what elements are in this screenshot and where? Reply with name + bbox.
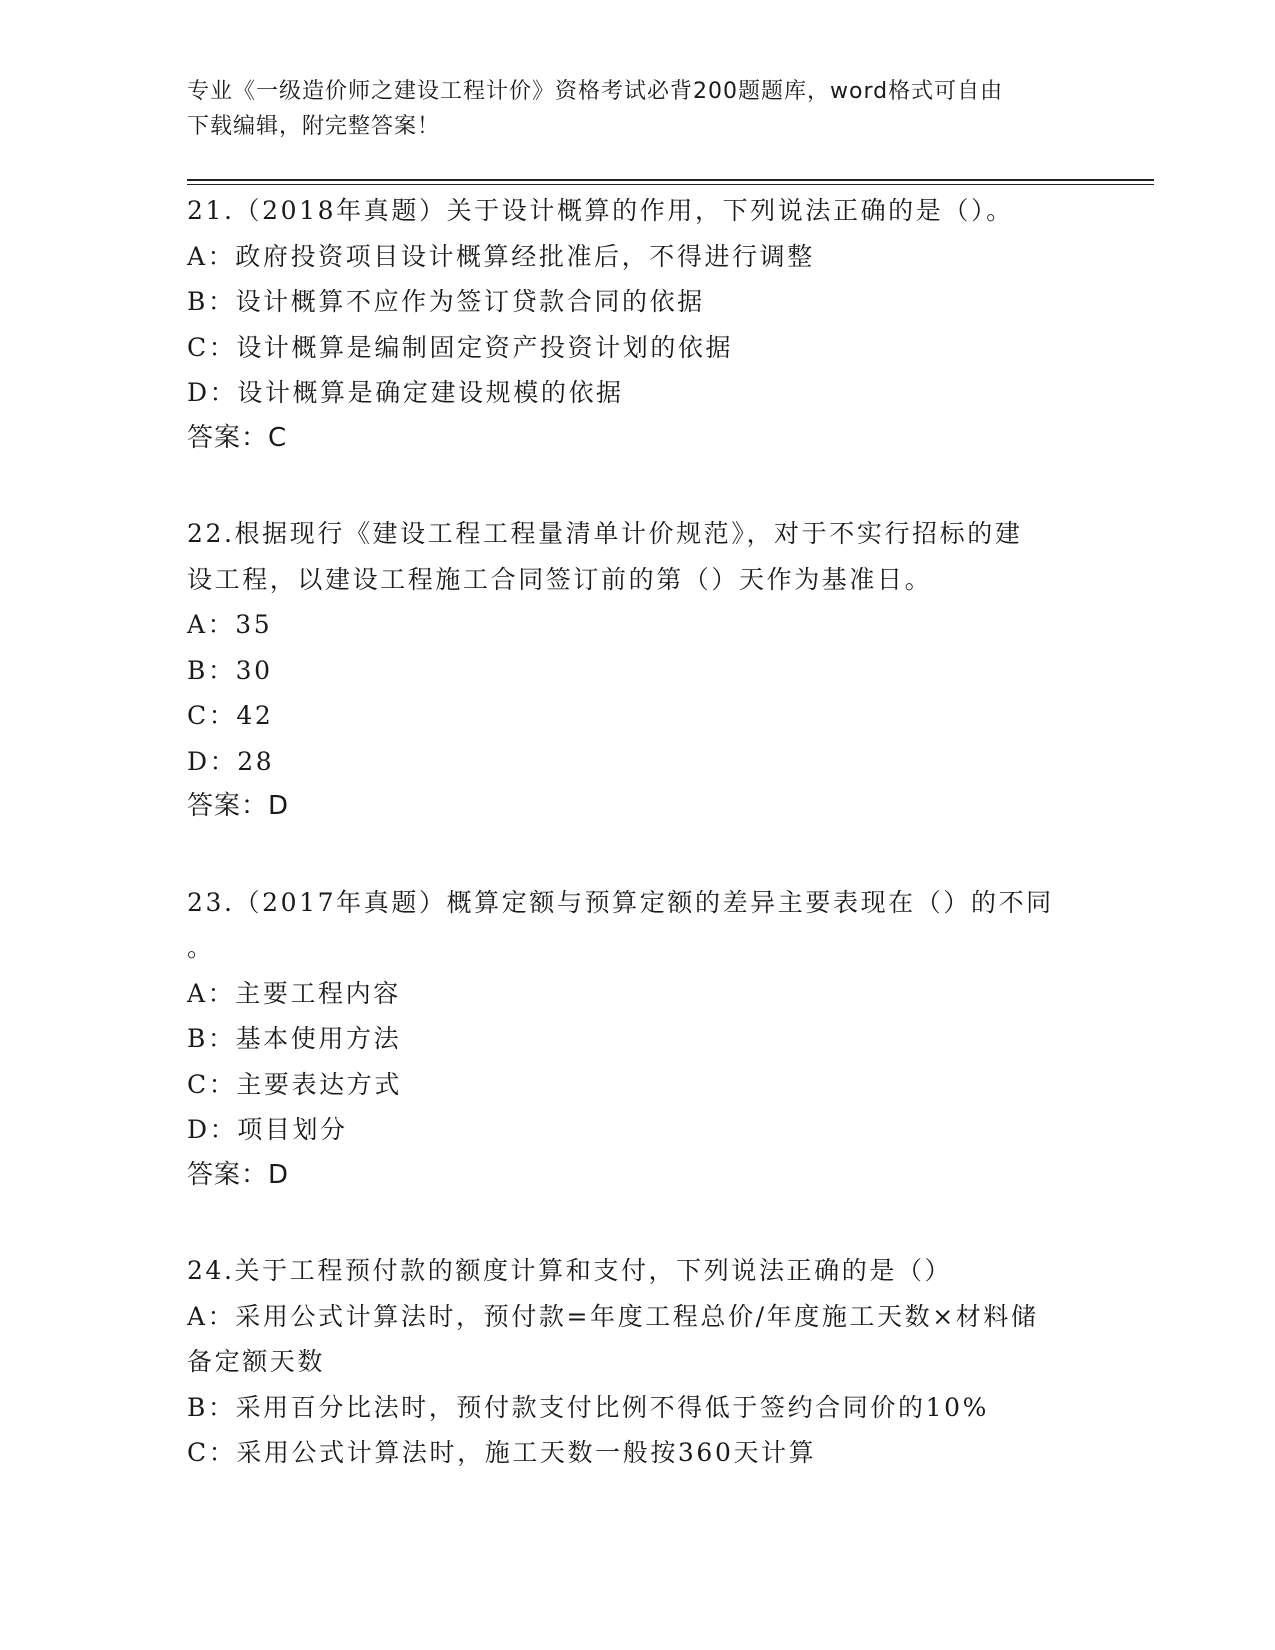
option-d: D：设计概算是确定建设规模的依据 bbox=[187, 378, 624, 407]
option-a: A：采用公式计算法时，预付款=年度工程总价/年度施工天数×材料储 bbox=[187, 1301, 1039, 1331]
option-a: A：35 bbox=[187, 610, 273, 639]
option-c: C：采用公式计算法时，施工天数一般按360天计算 bbox=[187, 1438, 817, 1467]
option-a-continued: 备定额天数 bbox=[187, 1347, 326, 1376]
question-24 bbox=[187, 1248, 1087, 1476]
answer: 答案：D bbox=[187, 1159, 290, 1190]
header-line-2: 下载编辑，附完整答案！ bbox=[187, 114, 441, 139]
option-b: B：30 bbox=[187, 655, 273, 685]
question-text-continued: 。 bbox=[187, 933, 215, 962]
question-text-continued: 设工程，以建设工程施工合同签订前的第（）天作为基准日。 bbox=[187, 564, 933, 594]
question-list bbox=[187, 188, 1087, 1526]
answer: 答案：C bbox=[187, 422, 288, 453]
question-text: 24.关于工程预付款的额度计算和支付，下列说法正确的是（） bbox=[187, 1256, 953, 1285]
question-text: 22.根据现行《建设工程工程量清单计价规范》，对于不实行招标的建 bbox=[187, 519, 1023, 548]
option-b: B：采用百分比法时，预付款支付比例不得低于签约合同价的10% bbox=[187, 1392, 989, 1422]
option-a: A：主要工程内容 bbox=[187, 978, 401, 1008]
option-c: C：主要表达方式 bbox=[187, 1069, 402, 1099]
option-c: C：42 bbox=[187, 701, 274, 730]
question-21 bbox=[187, 188, 1087, 461]
option-d: D：28 bbox=[187, 746, 275, 776]
header-line-1: 专业《一级造价师之建设工程计价》资格考试必背200题题库，word格式可自由 bbox=[187, 79, 1004, 104]
option-c: C：设计概算是编制固定资产投资计划的依据 bbox=[187, 332, 734, 362]
option-b: B：设计概算不应作为签订贷款合同的依据 bbox=[187, 287, 705, 316]
question-text: 23.（2017年真题）概算定额与预算定额的差异主要表现在（）的不同 bbox=[187, 887, 1054, 917]
header-divider-thin bbox=[187, 184, 1154, 185]
document-header bbox=[187, 74, 1087, 144]
header-divider-thick bbox=[187, 179, 1154, 181]
question-text: 21.（2018年真题）关于设计概算的作用，下列说法正确的是（）。 bbox=[187, 196, 1014, 225]
option-b: B：基本使用方法 bbox=[187, 1024, 402, 1053]
option-a: A：政府投资项目设计概算经批准后，不得进行调整 bbox=[187, 241, 815, 271]
question-23 bbox=[187, 880, 1087, 1199]
answer: 答案：D bbox=[187, 791, 290, 821]
question-22 bbox=[187, 511, 1087, 830]
option-d: D：项目划分 bbox=[187, 1115, 348, 1144]
